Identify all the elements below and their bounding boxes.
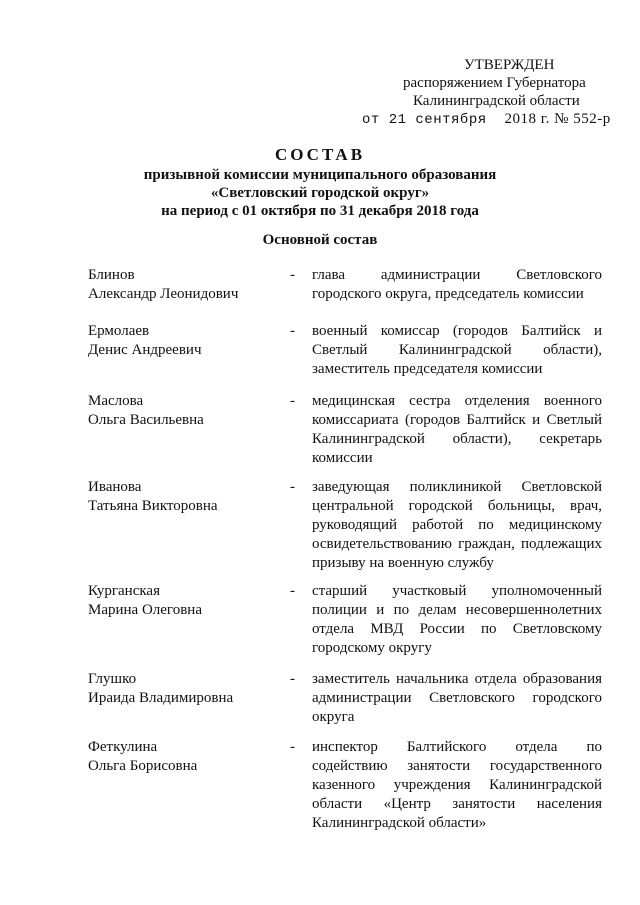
member-surname: Маслова <box>88 393 144 409</box>
document-heading <box>0 144 640 220</box>
member-given-name: Ираида Владимировна <box>88 690 234 706</box>
heading-line-3: на период с 01 октября по 31 декабря 2018 года <box>161 203 479 219</box>
member-surname: Глушко <box>88 671 137 687</box>
member-name <box>88 266 278 304</box>
dash-separator: - <box>290 323 295 339</box>
dash-separator: - <box>290 671 295 687</box>
member-role: старший участковый уполномоченный полиции и по делам несовершеннолетних отдела МВД России по Светловскому городскому округу <box>312 583 602 656</box>
member-name <box>88 738 278 776</box>
member-name <box>88 670 278 708</box>
member-surname: Феткулина <box>88 739 158 755</box>
member-role: глава администрации Светловского городского округа, председатель комиссии <box>312 267 602 302</box>
member-role: военный комиссар (городов Балтийск и Светлый Калининградской области), заместитель председателя комиссии <box>312 323 602 377</box>
dash-separator: - <box>290 739 295 755</box>
heading-line-1: призывной комиссии муниципального образования <box>143 167 497 183</box>
member-role: медицинская сестра отделения военного комиссариата (городов Балтийск и Светлый Калининградской области), секретарь комиссии <box>312 393 602 466</box>
member-given-name: Марина Олеговна <box>88 602 202 618</box>
member-surname: Курганская <box>88 583 160 599</box>
section-title: Основной состав <box>262 232 378 248</box>
member-role: заведующая поликлиникой Светловской центральной городской больницы, врач, руководящий работой по медицинскому освидетельствованию граждан, подлежащих призыву на военную службу <box>312 479 602 571</box>
member-given-name: Денис Андреевич <box>88 342 202 358</box>
approval-date <box>300 110 611 129</box>
document-title: СОСТАВ <box>274 145 366 164</box>
approval-block <box>300 56 611 129</box>
dash-separator: - <box>290 267 295 283</box>
approval-date-number: 2018 г. № 552-р <box>504 111 611 127</box>
member-surname: Ермолаев <box>88 323 150 339</box>
member-name <box>88 478 278 516</box>
dash-separator: - <box>290 479 295 495</box>
member-role: инспектор Балтийского отдела по содействию занятости государственного казенного учреждения Калининградской области «Центр занятости населения Калининградской области» <box>312 739 602 831</box>
member-name <box>88 582 278 620</box>
member-role: заместитель начальника отдела образования администрации Светловского городского округа <box>312 671 602 725</box>
member-surname: Блинов <box>88 267 135 283</box>
member-name <box>88 322 278 360</box>
approval-line-1: распоряжением Губернатора <box>403 75 586 91</box>
member-surname: Иванова <box>88 479 142 495</box>
member-given-name: Александр Леонидович <box>88 286 239 302</box>
member-given-name: Татьяна Викторовна <box>88 498 218 514</box>
member-given-name: Ольга Васильевна <box>88 412 204 428</box>
dash-separator: - <box>290 393 295 409</box>
dash-separator: - <box>290 583 295 599</box>
member-name <box>88 392 278 430</box>
approval-date-prefix: от 21 сентября <box>362 112 487 128</box>
approval-line-2: Калининградской области <box>413 93 580 109</box>
heading-line-2: «Светловский городской округ» <box>210 185 430 201</box>
member-given-name: Ольга Борисовна <box>88 758 198 774</box>
approval-title: УТВЕРЖДЕН <box>464 57 555 73</box>
